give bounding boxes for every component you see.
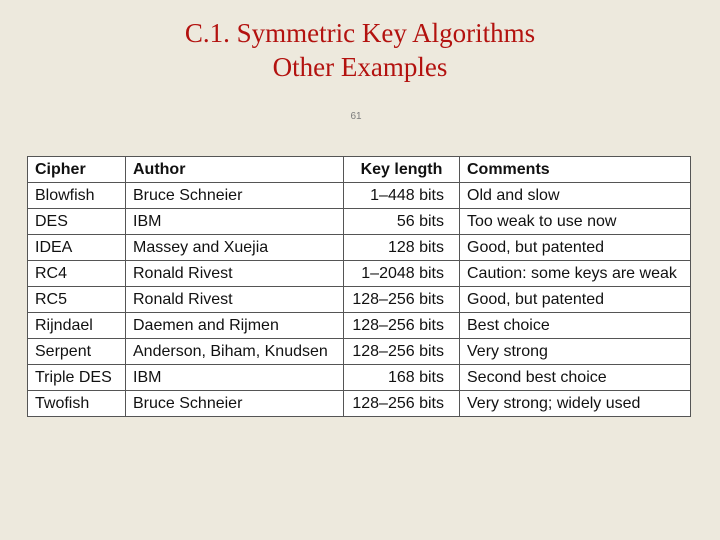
cell-key-length: 128–256 bits <box>344 339 460 365</box>
table-row <box>28 235 691 261</box>
cell-author: Massey and Xuejia <box>126 235 344 261</box>
cell-author: Anderson, Biham, Knudsen <box>126 339 344 365</box>
table-row <box>28 287 691 313</box>
cell-cipher: Blowfish <box>28 183 126 209</box>
cell-cipher: RC5 <box>28 287 126 313</box>
header-key-length: Key length <box>344 157 460 183</box>
cell-key-length: 128–256 bits <box>344 287 460 313</box>
cell-key-length: 128 bits <box>344 235 460 261</box>
cell-comments: Too weak to use now <box>460 209 691 235</box>
cell-key-length: 1–448 bits <box>344 183 460 209</box>
cell-author: Bruce Schneier <box>126 391 344 417</box>
table-row <box>28 339 691 365</box>
cell-comments: Good, but patented <box>460 235 691 261</box>
cell-comments: Very strong; widely used <box>460 391 691 417</box>
table-row <box>28 391 691 417</box>
cell-comments: Second best choice <box>460 365 691 391</box>
table-row <box>28 183 691 209</box>
cell-key-length: 56 bits <box>344 209 460 235</box>
table-row <box>28 313 691 339</box>
cell-cipher: Twofish <box>28 391 126 417</box>
cell-comments: Best choice <box>460 313 691 339</box>
slide-title <box>0 16 720 84</box>
cell-comments: Old and slow <box>460 183 691 209</box>
cell-author: IBM <box>126 209 344 235</box>
header-cipher: Cipher <box>28 157 126 183</box>
cell-key-length: 1–2048 bits <box>344 261 460 287</box>
slide-number: 61 <box>350 111 362 122</box>
cell-author: Ronald Rivest <box>126 261 344 287</box>
cell-cipher: Triple DES <box>28 365 126 391</box>
cell-key-length: 128–256 bits <box>344 313 460 339</box>
cell-author: Ronald Rivest <box>126 287 344 313</box>
cell-cipher: Rijndael <box>28 313 126 339</box>
table-row <box>28 261 691 287</box>
cipher-table <box>27 156 691 417</box>
table-row <box>28 365 691 391</box>
header-comments: Comments <box>460 157 691 183</box>
cell-cipher: IDEA <box>28 235 126 261</box>
cell-comments: Very strong <box>460 339 691 365</box>
cell-comments: Good, but patented <box>460 287 691 313</box>
table-header-row <box>28 157 691 183</box>
cell-comments: Caution: some keys are weak <box>460 261 691 287</box>
cell-cipher: Serpent <box>28 339 126 365</box>
cell-author: IBM <box>126 365 344 391</box>
cell-cipher: RC4 <box>28 261 126 287</box>
slide-title-line-2: Other Examples <box>272 52 448 82</box>
cell-author: Bruce Schneier <box>126 183 344 209</box>
cell-key-length: 128–256 bits <box>344 391 460 417</box>
header-author: Author <box>126 157 344 183</box>
cell-key-length: 168 bits <box>344 365 460 391</box>
cell-cipher: DES <box>28 209 126 235</box>
table-row <box>28 209 691 235</box>
slide-title-line-1: C.1. Symmetric Key Algorithms <box>184 18 536 48</box>
cell-author: Daemen and Rijmen <box>126 313 344 339</box>
